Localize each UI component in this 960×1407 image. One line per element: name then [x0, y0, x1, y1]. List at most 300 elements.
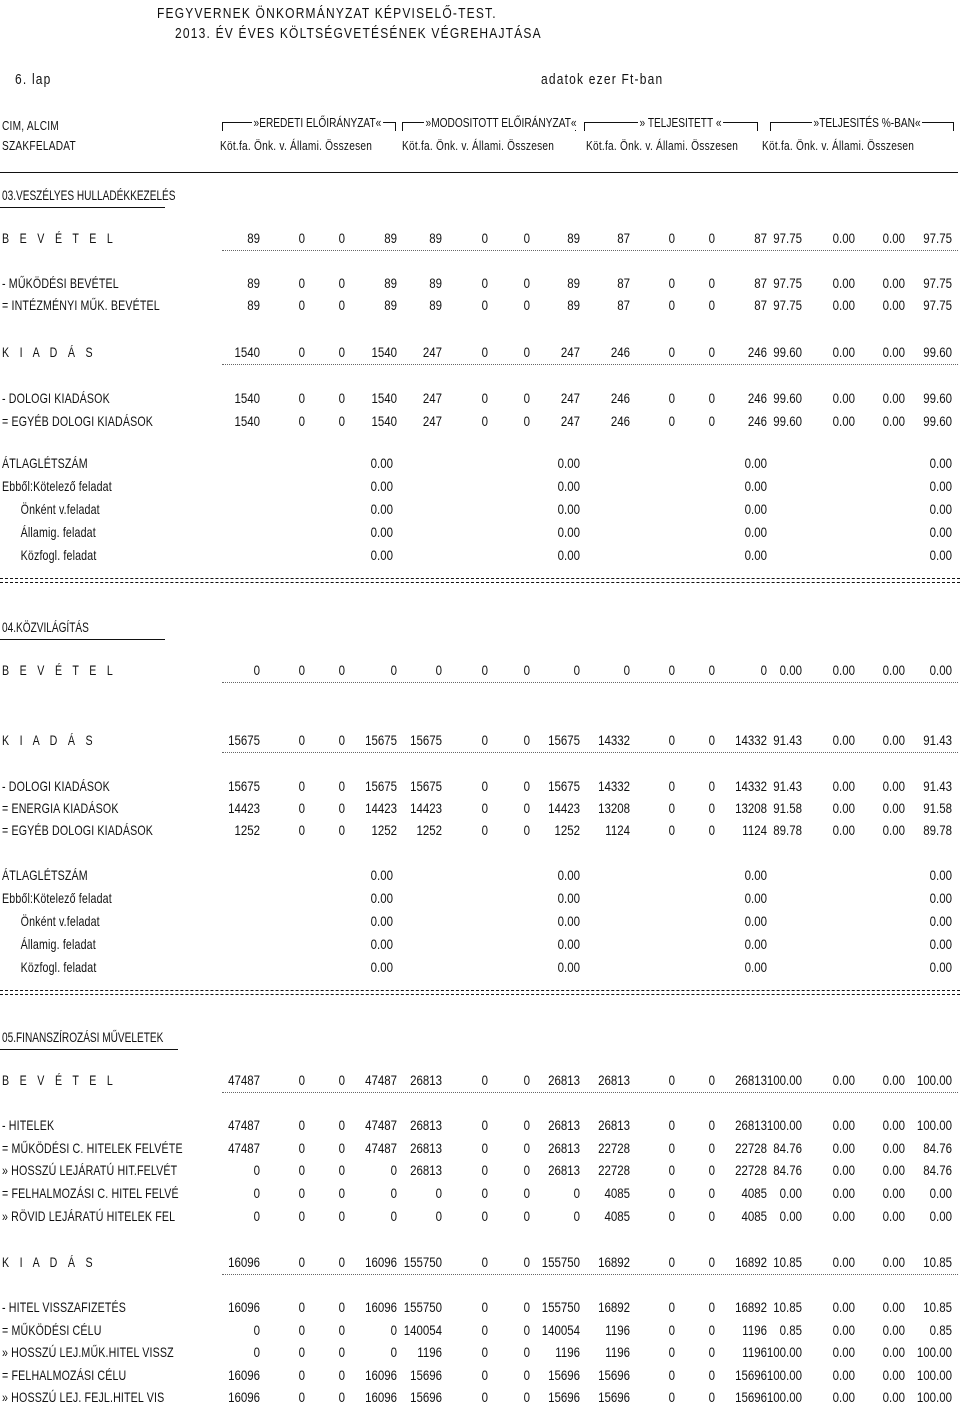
cell-value: 0: [668, 1299, 675, 1315]
cell-value: 0.00: [882, 822, 905, 838]
cell-value: 0.00: [882, 800, 905, 816]
cell-value: 0.00: [882, 1299, 905, 1315]
cell-value: 0: [708, 1208, 715, 1224]
cell-value: 0: [708, 778, 715, 794]
row-label: - HITELEK: [2, 1117, 55, 1133]
cell-value: 0: [481, 1208, 488, 1224]
group-label-percent: »TELJESITÉS %-BAN«: [813, 115, 921, 130]
cell-value: 0: [481, 778, 488, 794]
cell-value: 0: [668, 1140, 675, 1156]
cell-value: 87: [617, 275, 630, 291]
cell-value: 0: [523, 822, 530, 838]
cell-value: 91.58: [773, 800, 802, 816]
table-row: [0, 821, 960, 839]
cell-value: 89: [567, 297, 580, 313]
cell-value: 0.00: [882, 1389, 905, 1405]
cell-value: 0.00: [832, 1208, 855, 1224]
cell-value: 0: [298, 1185, 305, 1201]
cell-value: 0: [338, 1185, 345, 1201]
cell-value: 100.00: [916, 1344, 952, 1360]
cell-value: 97.75: [923, 297, 952, 313]
cell-value: 0.00: [779, 1208, 802, 1224]
group-label-completed: » TELJESITETT «: [639, 115, 722, 130]
cell-value: 0: [708, 297, 715, 313]
cell-value: 14332: [735, 732, 767, 748]
cell-value: 0: [523, 1117, 530, 1133]
row-label: - DOLOGI KIADÁSOK: [2, 390, 110, 406]
section-double-rule: [0, 990, 960, 995]
cell-value: 0.00: [882, 1367, 905, 1383]
staff-value: 0.00: [557, 501, 580, 517]
unit-note: adatok ezer Ft-ban: [541, 71, 664, 88]
cell-value: 1252: [371, 822, 397, 838]
cell-value: 0: [523, 230, 530, 246]
cell-value: 47487: [228, 1072, 260, 1088]
cell-value: 247: [422, 344, 442, 360]
cell-value: 0.00: [779, 1185, 802, 1201]
staff-label: Közfogl. feladat: [2, 547, 97, 563]
cell-value: 0: [573, 1185, 580, 1201]
cell-value: 0: [668, 822, 675, 838]
row-label: = MŰKÖDÉSI CÉLU: [2, 1322, 102, 1338]
cell-value: 15696: [735, 1367, 767, 1383]
cell-value: 0: [481, 230, 488, 246]
staff-value: 0.00: [929, 913, 952, 929]
staff-value: 0.00: [744, 524, 767, 540]
dotted-separator: [222, 1274, 958, 1275]
cell-value: 100.00: [766, 1072, 802, 1088]
staff-value: 0.00: [370, 524, 393, 540]
cell-value: 16892: [735, 1299, 767, 1315]
row-label: » RÖVID LEJÁRATÚ HITELEK FEL: [2, 1208, 176, 1224]
cell-value: 1540: [234, 413, 260, 429]
cell-value: 0.00: [832, 778, 855, 794]
staff-value: 0.00: [557, 936, 580, 952]
staff-value: 0.00: [557, 455, 580, 471]
staff-row: [0, 935, 960, 953]
staff-value: 0.00: [370, 890, 393, 906]
cell-value: 0: [338, 1389, 345, 1405]
row-label: » HOSSZÚ LEJÁRATÚ HIT.FELVÉT: [2, 1162, 178, 1178]
cell-value: 15675: [410, 732, 442, 748]
staff-value: 0.00: [744, 913, 767, 929]
cell-value: 0: [298, 1367, 305, 1383]
cell-value: 16096: [365, 1299, 397, 1315]
cell-value: 0: [708, 800, 715, 816]
cell-value: 0: [481, 1140, 488, 1156]
staff-value: 0.00: [744, 936, 767, 952]
cell-value: 0: [708, 390, 715, 406]
cell-value: 0: [668, 1117, 675, 1133]
cell-value: 0: [623, 662, 630, 678]
cell-value: 14332: [735, 778, 767, 794]
cell-value: 0: [668, 344, 675, 360]
row-label: = MŰKÖDÉSI C. HITELEK FELVÉTE: [2, 1140, 183, 1156]
cell-value: 26813: [598, 1072, 630, 1088]
cell-value: 97.75: [773, 230, 802, 246]
cell-value: 247: [560, 413, 580, 429]
cell-value: 0: [338, 1140, 345, 1156]
cell-value: 26813: [598, 1117, 630, 1133]
row-label: = INTÉZMÉNYI MŰK. BEVÉTEL: [2, 297, 160, 313]
cell-value: 0: [435, 1185, 442, 1201]
cell-value: 47487: [365, 1117, 397, 1133]
cell-value: 0: [298, 413, 305, 429]
staff-value: 0.00: [370, 959, 393, 975]
cell-value: 0: [708, 1185, 715, 1201]
cell-value: 0: [298, 778, 305, 794]
cell-value: 0: [338, 732, 345, 748]
cell-value: 0: [523, 1162, 530, 1178]
cell-value: 0: [338, 1072, 345, 1088]
cell-value: 0: [338, 1208, 345, 1224]
cell-value: 89.78: [773, 822, 802, 838]
cell-value: 0: [708, 1072, 715, 1088]
table-row: [0, 1366, 960, 1384]
cell-value: 0: [481, 1072, 488, 1088]
cell-value: 10.85: [923, 1254, 952, 1270]
cell-value: 1252: [416, 822, 442, 838]
cell-value: 0: [708, 1254, 715, 1270]
cell-value: 0: [668, 1185, 675, 1201]
cell-value: 26813: [410, 1072, 442, 1088]
staff-label: Államig. feladat: [2, 936, 96, 952]
row-label: B E V É T E L: [2, 1072, 117, 1088]
cell-value: 0: [523, 1344, 530, 1360]
cell-value: 0: [668, 1162, 675, 1178]
cell-value: 89: [247, 230, 260, 246]
cell-value: 0: [760, 662, 767, 678]
staff-row: [0, 546, 960, 564]
cell-value: 140054: [403, 1322, 442, 1338]
cell-value: 0: [523, 344, 530, 360]
cell-value: 0.00: [832, 662, 855, 678]
cell-value: 13208: [735, 800, 767, 816]
staff-value: 0.00: [929, 959, 952, 975]
page-number: 6. lap: [15, 71, 52, 88]
row-label: B E V É T E L: [2, 230, 117, 246]
cell-value: 0: [338, 413, 345, 429]
table-row: [0, 1184, 960, 1202]
cell-value: 0.00: [882, 1162, 905, 1178]
dotted-separator: [222, 682, 958, 683]
group-label-modified: »MODOSITOTT ELŐIRÁNYZAT«: [425, 115, 577, 130]
cell-value: 0.00: [882, 230, 905, 246]
cell-value: 0: [523, 1367, 530, 1383]
cell-value: 15696: [598, 1367, 630, 1383]
cell-value: 1196: [417, 1344, 442, 1360]
cell-value: 0: [338, 297, 345, 313]
staff-value: 0.00: [557, 524, 580, 540]
cell-value: 247: [560, 390, 580, 406]
cell-value: 0.00: [832, 275, 855, 291]
cell-value: 0: [668, 1072, 675, 1088]
cell-value: 91.43: [773, 778, 802, 794]
cell-value: 0: [708, 822, 715, 838]
cell-value: 15696: [598, 1389, 630, 1405]
staff-value: 0.00: [744, 455, 767, 471]
table-row: [0, 389, 960, 407]
cell-value: 22728: [598, 1162, 630, 1178]
cell-value: 99.60: [773, 413, 802, 429]
cell-value: 0: [338, 800, 345, 816]
cell-value: 26813: [548, 1117, 580, 1133]
cell-value: 0: [298, 1344, 305, 1360]
dotted-separator: [222, 752, 958, 753]
row-label: K I A D Á S: [2, 732, 97, 748]
row-label: K I A D Á S: [2, 1254, 97, 1270]
cell-value: 0.00: [882, 1254, 905, 1270]
staff-label: Közfogl. feladat: [2, 959, 97, 975]
cell-value: 14332: [598, 732, 630, 748]
cell-value: 0: [708, 662, 715, 678]
cell-value: 0: [523, 413, 530, 429]
row-label: - DOLOGI KIADÁSOK: [2, 778, 110, 794]
cell-value: 0: [708, 732, 715, 748]
cell-value: 0.00: [832, 1185, 855, 1201]
table-row: [0, 296, 960, 314]
cell-value: 0.00: [882, 297, 905, 313]
cell-value: 26813: [735, 1117, 767, 1133]
staff-row: [0, 454, 960, 472]
cell-value: 14423: [365, 800, 397, 816]
cell-value: 0: [523, 1140, 530, 1156]
staff-row: [0, 477, 960, 495]
cell-value: 0: [481, 413, 488, 429]
cell-value: 1252: [554, 822, 580, 838]
cell-value: 246: [747, 344, 767, 360]
header-rule: [0, 172, 958, 173]
cell-value: 155750: [403, 1299, 442, 1315]
cell-value: 15675: [548, 732, 580, 748]
cell-value: 0.00: [832, 1367, 855, 1383]
cell-value: 0: [523, 1072, 530, 1088]
staff-row: [0, 523, 960, 541]
cell-value: 100.00: [766, 1367, 802, 1383]
table-row: [0, 1161, 960, 1179]
cell-value: 16096: [365, 1389, 397, 1405]
cell-value: 22728: [598, 1140, 630, 1156]
cell-value: 0: [338, 1299, 345, 1315]
cell-value: 0.00: [832, 1389, 855, 1405]
cell-value: 0: [668, 297, 675, 313]
staff-value: 0.00: [370, 913, 393, 929]
cell-value: 26813: [548, 1072, 580, 1088]
cell-value: 14423: [548, 800, 580, 816]
staff-value: 0.00: [929, 890, 952, 906]
cell-value: 0.00: [882, 1208, 905, 1224]
table-row: [0, 1321, 960, 1339]
cell-value: 14423: [410, 800, 442, 816]
cell-value: 0: [253, 662, 260, 678]
cell-value: 247: [422, 390, 442, 406]
cell-value: 16892: [598, 1299, 630, 1315]
cell-value: 246: [610, 390, 630, 406]
staff-label: ÁTLAGLÉTSZÁM: [2, 867, 88, 883]
cell-value: 0: [338, 1344, 345, 1360]
cell-value: 0: [523, 662, 530, 678]
cell-value: 16892: [598, 1254, 630, 1270]
cell-value: 0.00: [832, 822, 855, 838]
cell-value: 99.60: [773, 344, 802, 360]
cell-value: 0.00: [832, 230, 855, 246]
cell-value: 89: [567, 275, 580, 291]
cell-value: 247: [422, 413, 442, 429]
staff-value: 0.00: [744, 478, 767, 494]
cell-value: 0: [390, 1322, 397, 1338]
cell-value: 0: [481, 1322, 488, 1338]
cell-value: 15675: [365, 778, 397, 794]
cell-value: 0: [390, 1208, 397, 1224]
cell-value: 0: [338, 1162, 345, 1178]
cell-value: 0.00: [882, 732, 905, 748]
cell-value: 16096: [228, 1254, 260, 1270]
cell-value: 0.00: [832, 732, 855, 748]
cell-value: 84.76: [923, 1162, 952, 1178]
dotted-separator: [222, 1092, 958, 1093]
cell-value: 0: [668, 1254, 675, 1270]
cell-value: 15696: [735, 1389, 767, 1405]
section-title: 04.KÖZVILÁGÍTÁS: [2, 619, 89, 635]
cell-value: 0: [298, 1162, 305, 1178]
cell-value: 0: [708, 1140, 715, 1156]
row-label: = FELHALMOZÁSI C. HITEL FELVÉ: [2, 1185, 179, 1201]
cell-value: 0: [573, 662, 580, 678]
cell-value: 1540: [371, 390, 397, 406]
cell-value: 0.00: [882, 1140, 905, 1156]
cell-value: 99.60: [923, 390, 952, 406]
cell-value: 16096: [228, 1367, 260, 1383]
section-title: 05.FINANSZÍROZÁSI MŰVELETEK: [2, 1029, 164, 1045]
subcolumn-header: Köt.fa. Önk. v. Állami. Összesen: [586, 138, 739, 153]
cell-value: 0: [298, 800, 305, 816]
cell-value: 16096: [365, 1254, 397, 1270]
cell-value: 89: [247, 297, 260, 313]
cell-value: 15696: [410, 1389, 442, 1405]
staff-value: 0.00: [557, 959, 580, 975]
staff-value: 0.00: [744, 890, 767, 906]
cell-value: 0: [708, 1367, 715, 1383]
cell-value: 15675: [228, 732, 260, 748]
cell-value: 0.00: [832, 1322, 855, 1338]
cell-value: 1196: [742, 1344, 767, 1360]
cell-value: 0.00: [832, 1140, 855, 1156]
cell-value: 0.00: [832, 1072, 855, 1088]
cell-value: 0: [668, 230, 675, 246]
cell-value: 26813: [410, 1162, 442, 1178]
cell-value: 246: [610, 413, 630, 429]
cell-value: 0: [668, 413, 675, 429]
staff-label: Önként v.feladat: [2, 913, 100, 929]
subcolumn-header: Köt.fa. Önk. v. Állami. Összesen: [220, 138, 373, 153]
cell-value: 0: [435, 1208, 442, 1224]
staff-value: 0.00: [929, 524, 952, 540]
cell-value: 0: [298, 297, 305, 313]
cell-value: 0: [298, 230, 305, 246]
cell-value: 47487: [365, 1072, 397, 1088]
cell-value: 15675: [228, 778, 260, 794]
section-title-rule: [0, 1049, 178, 1050]
cell-value: 0: [338, 275, 345, 291]
section-title-rule: [0, 207, 165, 208]
cell-value: 0.00: [832, 1344, 855, 1360]
cell-value: 0: [298, 1389, 305, 1405]
cell-value: 1124: [605, 822, 630, 838]
staff-row: [0, 958, 960, 976]
cell-value: 87: [617, 230, 630, 246]
cell-value: 0: [253, 1185, 260, 1201]
cell-value: 26813: [735, 1072, 767, 1088]
cell-value: 89: [429, 297, 442, 313]
cell-value: 0: [668, 732, 675, 748]
cell-value: 0: [298, 344, 305, 360]
staff-value: 0.00: [370, 501, 393, 517]
cell-value: 0: [481, 1254, 488, 1270]
cell-value: 0: [523, 1254, 530, 1270]
cell-value: 0.00: [882, 1344, 905, 1360]
cell-value: 22728: [735, 1162, 767, 1178]
cell-value: 0: [668, 1389, 675, 1405]
staff-value: 0.00: [929, 455, 952, 471]
cell-value: 0: [338, 778, 345, 794]
row-label: » HOSSZÚ LEJ.MŰK.HITEL VISSZ: [2, 1344, 174, 1360]
cell-value: 0.00: [779, 662, 802, 678]
staff-value: 0.00: [744, 959, 767, 975]
cell-value: 0: [573, 1208, 580, 1224]
cell-value: 97.75: [923, 275, 952, 291]
staff-value: 0.00: [557, 890, 580, 906]
cell-value: 1540: [234, 390, 260, 406]
cell-value: 0: [668, 1322, 675, 1338]
cell-value: 0: [338, 822, 345, 838]
cell-value: 13208: [598, 800, 630, 816]
cell-value: 0: [708, 1344, 715, 1360]
cell-value: 10.85: [773, 1254, 802, 1270]
cell-value: 0.00: [929, 1208, 952, 1224]
cell-value: 89: [429, 230, 442, 246]
cell-value: 1540: [234, 344, 260, 360]
cell-value: 0.00: [882, 413, 905, 429]
staff-value: 0.00: [929, 547, 952, 563]
staff-value: 0.00: [557, 913, 580, 929]
cell-value: 0: [338, 662, 345, 678]
cell-value: 0: [708, 230, 715, 246]
cell-value: 15675: [548, 778, 580, 794]
staff-value: 0.00: [370, 547, 393, 563]
cell-value: 0: [523, 778, 530, 794]
cell-value: 0: [390, 1185, 397, 1201]
row-label: B E V É T E L: [2, 662, 117, 678]
cell-value: 84.76: [773, 1162, 802, 1178]
cell-value: 0: [708, 1322, 715, 1338]
cell-value: 15675: [365, 732, 397, 748]
cell-value: 0: [338, 230, 345, 246]
cell-value: 87: [754, 230, 767, 246]
row-label: = ENERGIA KIADÁSOK: [2, 800, 119, 816]
cell-value: 0: [708, 1389, 715, 1405]
cell-value: 0.00: [832, 1299, 855, 1315]
cell-value: 0: [481, 1367, 488, 1383]
cell-value: 0: [523, 1322, 530, 1338]
table-row: [0, 343, 960, 361]
cell-value: 0: [338, 390, 345, 406]
cell-value: 0: [253, 1322, 260, 1338]
cell-value: 47487: [228, 1140, 260, 1156]
cell-value: 0: [523, 1389, 530, 1405]
cell-value: 0: [298, 1140, 305, 1156]
cell-value: 4085: [741, 1208, 767, 1224]
staff-value: 0.00: [929, 936, 952, 952]
